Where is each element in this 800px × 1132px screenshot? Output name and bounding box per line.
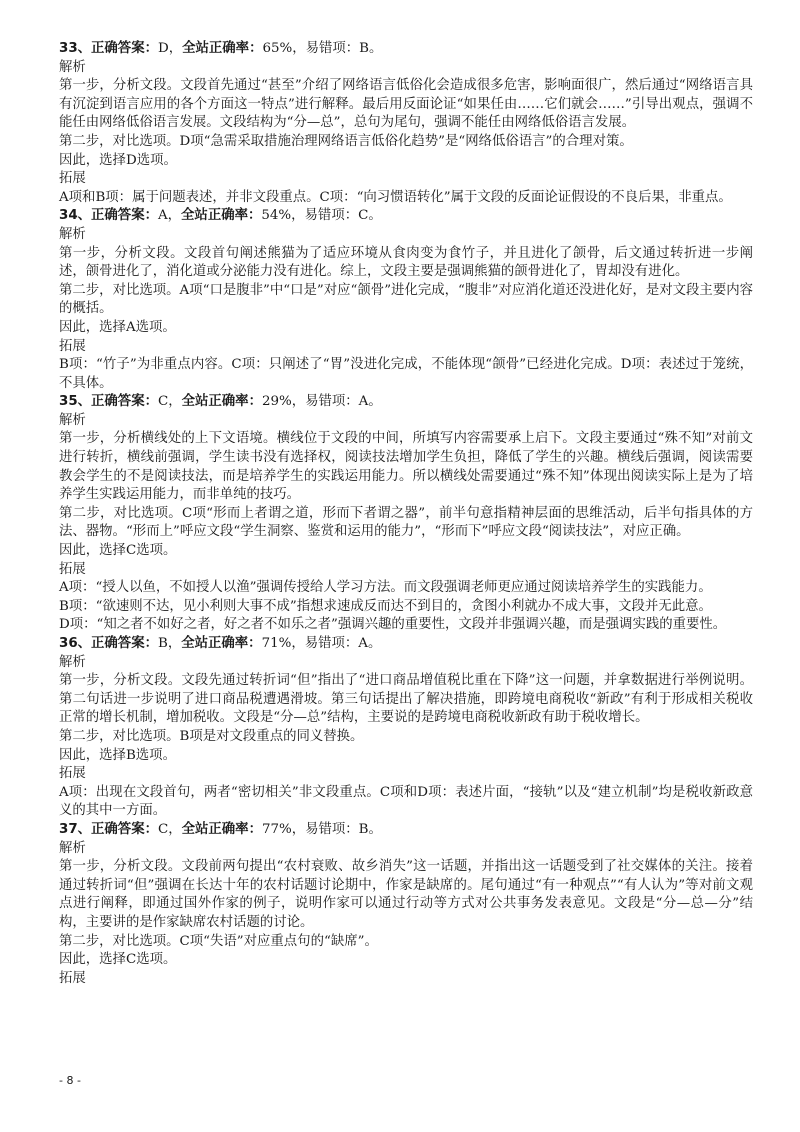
analysis-paragraph: 因此，选择B选项。 <box>59 747 176 763</box>
extension-heading: 拓展 <box>59 970 86 986</box>
rate-value: 54%，易错项：C。 <box>261 208 382 224</box>
question-number: 36、 <box>59 636 92 651</box>
analysis-paragraph: 第一步，分析文段。文段先通过转折词“但”指出了“进口商品增值税比重在下降”这一问题，并拿数据进行举例说明。第二句话进一步说明了进口商品税遭遇滑坡。第三句话提出了解决措施，即跨境电商税收“新政”有利于形成相关税收正常的增长机制，增加税收。文段是“分—总”结构，主要说的是跨境电商税收新政有助于税收增长。 <box>59 673 753 726</box>
rate-label: 全站正确率： <box>182 41 263 56</box>
analysis-paragraph: 因此，选择C选项。 <box>59 543 177 559</box>
analysis-paragraph: 因此，选择C选项。 <box>59 952 177 968</box>
extension-paragraph: A项和B项：属于问题表述，并非文段重点。C项：“向习惯语转化”属于文段的反面论证假设的不良后果，非重点。 <box>59 189 732 205</box>
extension-heading: 拓展 <box>59 338 86 354</box>
answer-label: 正确答案： <box>91 636 158 651</box>
answer-label: 正确答案： <box>91 394 158 410</box>
analysis-paragraph: 因此，选择A选项。 <box>59 319 176 335</box>
answer-label: 正确答案： <box>91 208 158 224</box>
question-37 <box>59 821 753 988</box>
analysis-paragraph: 因此，选择D选项。 <box>59 152 177 168</box>
extension-heading: 拓展 <box>59 561 86 577</box>
answer-value: C， <box>157 821 182 837</box>
analysis-heading: 解析 <box>59 226 86 242</box>
extension-paragraph: B项：“竹子”为非重点内容。C项：只阐述了“胃”没进化完成，不能体现“颌骨”已经进化完成。D项：表述过于笼统，不具体。 <box>59 357 753 391</box>
rate-label: 全站正确率： <box>181 636 262 651</box>
answer-value: B， <box>157 636 182 651</box>
analysis-heading: 解析 <box>59 654 86 670</box>
answer-line <box>59 207 753 226</box>
answer-line <box>59 821 753 840</box>
rate-value: 29%，易错项：A。 <box>261 394 382 410</box>
analysis-paragraph: 第二步，对比选项。D项“急需采取措施治理网络语言低俗化趋势”是“网络低俗语言”的合理对策。 <box>59 133 633 149</box>
analysis-heading: 解析 <box>59 59 86 75</box>
question-number: 37、 <box>59 821 92 837</box>
analysis-paragraph: 第一步，分析文段。文段首句阐述熊猫为了适应环境从食肉变为食竹子，并且进化了颌骨，后文通过转折进一步阐述，颌骨进化了，消化道或分泌能力没有进化。综上，文段主要是强调熊猫的颌骨进化了，胃却没有进化。 <box>59 245 753 280</box>
answer-line <box>59 40 753 59</box>
rate-label: 全站正确率： <box>181 394 262 410</box>
extension-heading: 拓展 <box>59 171 86 187</box>
analysis-paragraph: 第一步，分析横线处的上下文语境。横线位于文段的中间，所填写内容需要承上启下。文段主要通过“殊不知”对前文进行转折，横线前强调，学生读书没有选择权，阅读技法增加学生负担，降低了学生的兴趣。横线后强调，阅读需要教会学生的不是阅读技法，而是培养学生的实践运用能力。所以横线处需要通过“殊不知”体现出阅读实际上是为了培养学生实践运用能力，而非单纯的技巧。 <box>59 431 753 503</box>
analysis-paragraph: 第一步，分析文段。文段首先通过“甚至”介绍了网络语言低俗化会造成很多危害，影响面很广，然后通过“网络语言具有沉淀到语言应用的各个方面这一特点”进行解释。最后用反面论证“如果任由……它们就会……”引导出观点，强调不能任由网络低俗语言发展。文段结构为“分—总”，总句为尾句，强调不能任由网络低俗语言发展。 <box>59 78 753 131</box>
extension-paragraph: A项：出现在文段首句，两者“密切相关”非文段重点。C项和D项：表述片面，“接轨”以及“建立机制”均是税收新政意义的其中一方面。 <box>59 784 753 819</box>
answer-label: 正确答案： <box>91 41 158 56</box>
answer-label: 正确答案： <box>91 821 158 837</box>
rate-value: 71%，易错项：A。 <box>261 636 382 651</box>
analysis-paragraph: 第一步，分析文段。文段前两句提出“农村衰败、故乡消失”这一话题，并指出这一话题受到了社交媒体的关注。接着通过转折词“但”强调在长达十年的农村话题讨论期中，作家是缺席的。尾句通过“有一种观点”“有人认为”等对前文观点进行阐释，即通过国外作家的例子，说明作家可以通过行动等方式对公共事务发表意见。文段是“分—总—分”结构，主要讲的是作家缺席农村话题的讨论。 <box>59 859 753 930</box>
page-number: - 8 - <box>59 1074 81 1087</box>
question-number: 33、 <box>59 41 92 56</box>
question-number: 34、 <box>59 208 92 224</box>
rate-label: 全站正确率： <box>181 208 262 224</box>
extension-heading: 拓展 <box>59 766 86 782</box>
question-35 <box>59 393 753 635</box>
answer-value: A， <box>157 208 182 224</box>
answer-value: C， <box>157 394 182 410</box>
rate-label: 全站正确率： <box>181 821 262 837</box>
answer-line <box>59 635 753 654</box>
question-36 <box>59 635 753 821</box>
analysis-paragraph: 第二步，对比选项。C项“失语”对应重点句的“缺席”。 <box>59 933 378 949</box>
answer-line <box>59 393 753 412</box>
analysis-heading: 解析 <box>59 840 86 856</box>
answer-value: D， <box>157 41 183 56</box>
rate-value: 77%，易错项：B。 <box>261 821 382 837</box>
analysis-paragraph: 第二步，对比选项。A项“口是腹非”中“口是”对应“颌骨”进化完成，“腹非”对应消化道还没进化好，是对文段主要内容的概括。 <box>59 282 753 317</box>
extension-paragraph: A项：“授人以鱼，不如授人以渔”强调传授给人学习方法。而文段强调老师更应通过阅读培养学生的实践能力。 <box>59 580 712 596</box>
extension-paragraph: B项：“欲速则不达，见小利则大事不成”指想求速成反而达不到目的，贪图小利就办不成大事，文段并无此意。 <box>59 598 712 614</box>
document-body <box>59 40 753 988</box>
rate-value: 65%，易错项：B。 <box>262 41 383 56</box>
question-33 <box>59 40 753 207</box>
question-number: 35、 <box>59 394 92 410</box>
analysis-paragraph: 第二步，对比选项。B项是对文段重点的同义替换。 <box>59 728 364 744</box>
question-34 <box>59 207 753 393</box>
extension-paragraph: D项：“知之者不如好之者，好之者不如乐之者”强调兴趣的重要性，文段并非强调兴趣，而是强调实践的重要性。 <box>59 617 727 633</box>
analysis-heading: 解析 <box>59 412 86 428</box>
analysis-paragraph: 第二步，对比选项。C项“形而上者谓之道，形而下者谓之器”，前半句意指精神层面的思维活动，后半句指具体的方法、器物。“形而上”呼应文段“学生洞察、鉴赏和运用的能力”，“形而下”呼应文段“阅读技法”，对应正确。 <box>59 505 753 540</box>
